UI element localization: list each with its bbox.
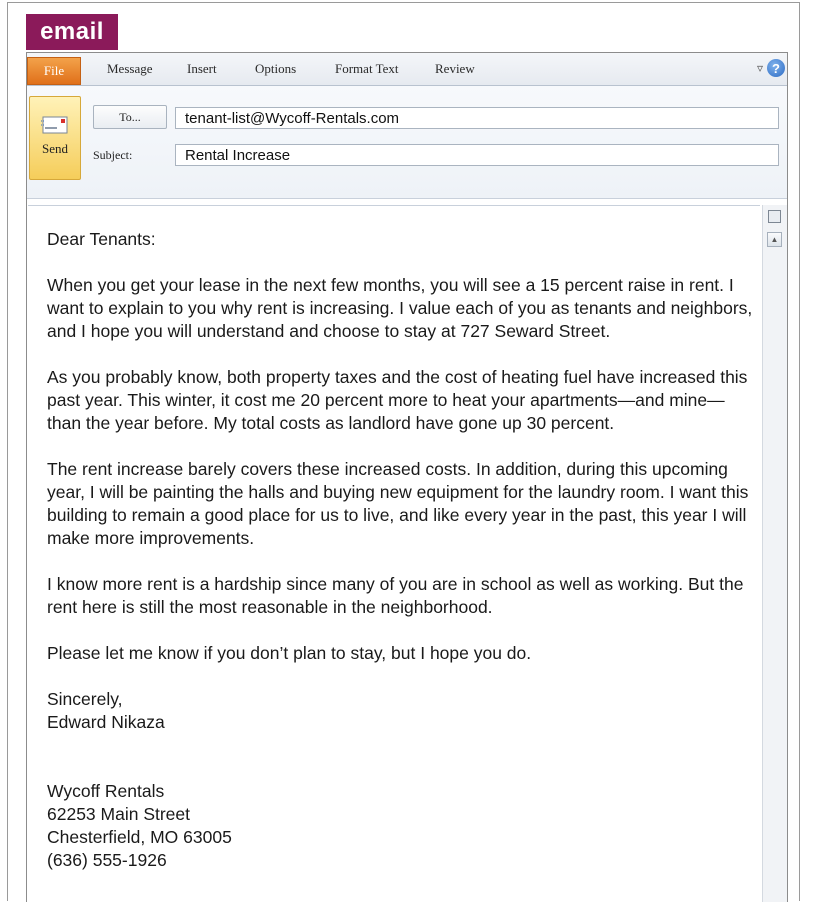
paragraph-2: As you probably know, both property taxes and the cost of heating fuel have increased this past year. This winter, it cost me 20 percent more to heat your apartments—and mine—than the year before. My total costs as landlord have gone up 30 percent.: [47, 367, 748, 433]
paragraph-3: The rent increase barely covers these increased costs. In addition, during this upcoming year, I will be painting the halls and buying new equipment for the laundry room. I want this building to remain a good place for us to live, and like every year in the past, this year I will make more improvements.: [47, 459, 749, 548]
closing: Sincerely,: [47, 689, 123, 709]
email-compose-window: [26, 52, 788, 902]
envelope-icon: [41, 113, 69, 135]
address-line-2: Chesterfield, MO 63005: [47, 827, 232, 847]
phone-number: (636) 555-1926: [47, 850, 167, 870]
ribbon-tabs: [27, 53, 787, 86]
send-label: Send: [42, 141, 68, 156]
message-body[interactable]: [28, 205, 760, 903]
scroll-up-arrow-icon[interactable]: ▲: [767, 232, 782, 247]
tab-options[interactable]: Options: [255, 61, 297, 76]
to-field[interactable]: tenant-list@Wycoff-Rentals.com: [175, 107, 779, 129]
vertical-scrollbar[interactable]: [762, 205, 787, 902]
signer-name: Edward Nikaza: [47, 712, 165, 732]
ribbon-minimize-icon[interactable]: ▿: [756, 61, 763, 75]
paragraph-1: When you get your lease in the next few months, you will see a 15 percent raise in rent. I want to explain to you why rent is increasing. I value each of you as tenants and neighbors, and I hope you will understand and choose to stay at 727 Seward Street.: [47, 275, 753, 341]
tab-review[interactable]: Review: [435, 61, 475, 76]
message-header: [27, 86, 787, 199]
greeting: Dear Tenants:: [47, 229, 156, 249]
help-icon[interactable]: ?: [767, 59, 785, 77]
paragraph-5: Please let me know if you don’t plan to stay, but I hope you do.: [47, 643, 532, 663]
address-line-1: 62253 Main Street: [47, 804, 191, 824]
email-label-tag: email: [26, 14, 118, 50]
subject-label: Subject:: [93, 148, 133, 162]
send-button[interactable]: [29, 96, 81, 180]
paragraph-4: I know more rent is a hardship since many of you are in school as well as working. But the rent here is still the most reasonable in the neighborhood.: [47, 574, 744, 617]
company-name: Wycoff Rentals: [47, 781, 165, 801]
tab-file[interactable]: File: [27, 57, 81, 85]
split-view-icon[interactable]: [768, 210, 781, 223]
tab-format-text[interactable]: Format Text: [335, 61, 399, 76]
to-button[interactable]: To...: [93, 105, 167, 129]
tab-insert[interactable]: Insert: [187, 61, 217, 76]
message-text: [47, 228, 757, 872]
tab-message[interactable]: Message: [107, 61, 153, 76]
subject-field[interactable]: Rental Increase: [175, 144, 779, 166]
